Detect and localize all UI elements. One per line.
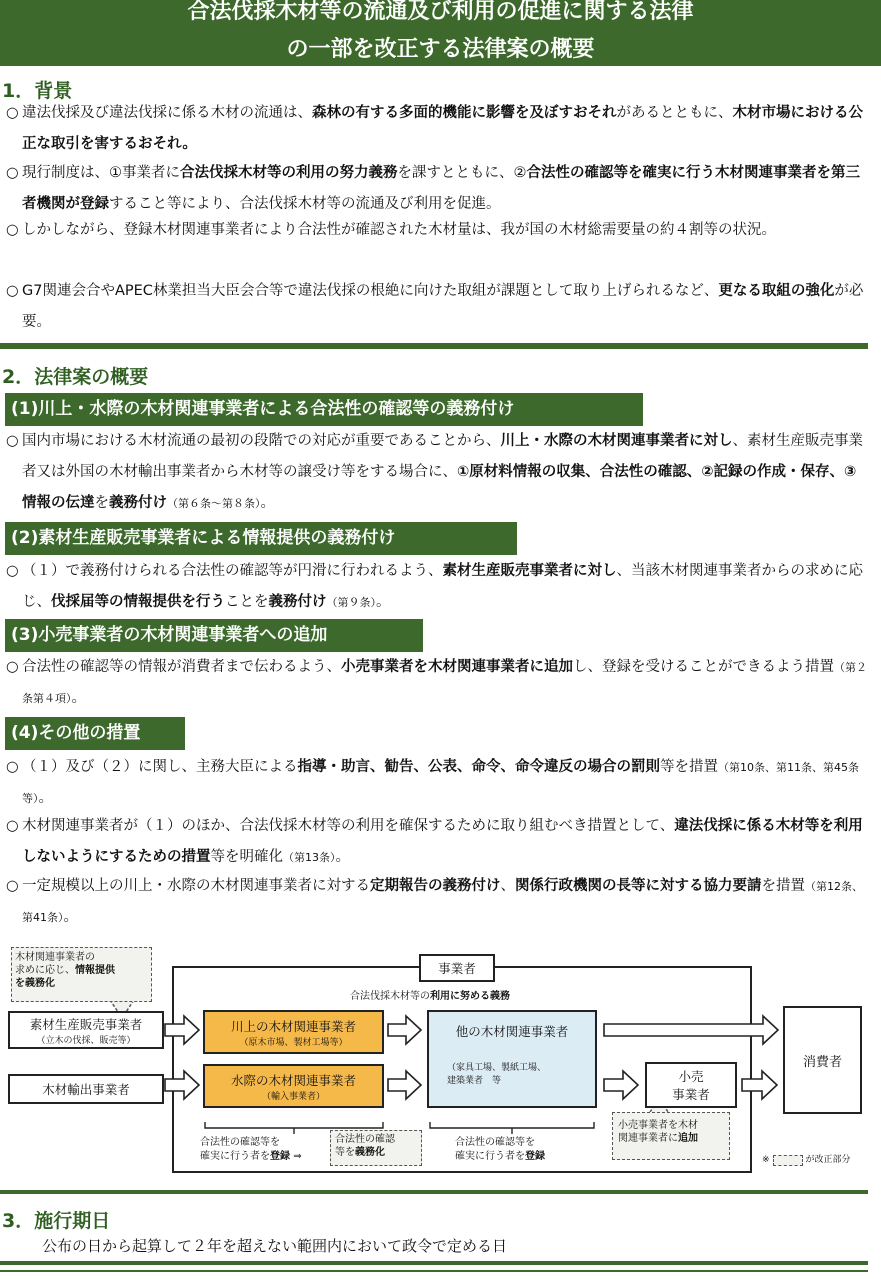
source-producer-title: 素材生産販売事業者 — [29, 1016, 143, 1032]
callout-bold: 義務化 — [355, 1147, 385, 1158]
bold-text: 義務付け — [109, 495, 167, 511]
section-divider — [0, 1261, 868, 1265]
text-segment: 、当該木材関連事業者からの求めに応じ、 — [22, 563, 863, 610]
bold-text: 伐採届等の情報提供を行う — [51, 594, 225, 610]
border-title: 水際の木材関連事業者 — [230, 1072, 356, 1088]
text-segment: 合法性の確認等の情報が消費者まで伝わるよう、 — [22, 659, 341, 675]
bullet-text — [22, 652, 868, 714]
callout-text: 関連事業者に — [618, 1133, 678, 1144]
other-sub-line: 建築業者 等 — [447, 1076, 502, 1086]
bold-text: 更なる取組の強化 — [718, 283, 835, 299]
text-segment: 。 — [335, 849, 350, 865]
note-line: 合法性の確認等を — [455, 1137, 535, 1148]
source-producer-box — [8, 1011, 164, 1049]
bold-text: 小売事業者を木材関連事業者に追加 — [341, 659, 573, 675]
bullet-text — [22, 158, 868, 220]
bullet-text — [22, 871, 868, 933]
effort-duty-label — [350, 990, 510, 1004]
source-producer-sub: （立木の伐採、販売等） — [36, 1035, 136, 1046]
text-segment: があるとともに、 — [616, 105, 733, 121]
text-segment: 等を明確化 — [210, 849, 283, 865]
bullet-text — [22, 98, 868, 160]
text-segment: すること等により、合法伐採木材等の流通及び利用を促進。 — [109, 196, 501, 212]
article-ref: （第６条～第８条） — [167, 497, 261, 510]
bullet-text — [22, 556, 868, 618]
border-sub: （輸入事業者） — [261, 1091, 325, 1102]
note-line: 合法性の確認等を — [200, 1137, 280, 1148]
bold-text: 指導・助言、勧告、公表、命令、命令違反の場合の罰則 — [297, 759, 660, 775]
border-business-box — [203, 1064, 384, 1108]
callout-text: 求めに応じ、 — [15, 965, 75, 976]
bold-text: 素材生産販売事業者に対し — [442, 563, 617, 579]
text-segment: 一定規模以上の川上・水際の木材関連事業者に対する — [22, 878, 370, 894]
text-segment: 現行制度は、①事業者に — [22, 165, 180, 181]
bullet-text — [22, 426, 868, 519]
text-segment: 木材関連事業者が（１）のほか、合法伐採木材等の利用を確保するために取り組むべき措置として、 — [22, 818, 675, 834]
text-segment: 国内市場における木材流通の最初の段階での対応が重要であることから、 — [22, 433, 501, 449]
text-segment: を措置 — [761, 878, 805, 894]
callout-line — [15, 964, 148, 977]
bullet-text — [22, 811, 868, 873]
bullet-text — [22, 215, 868, 246]
retail-line: 事業者 — [672, 1087, 710, 1102]
callout-line — [618, 1132, 724, 1145]
note-bold: 登録 — [525, 1151, 545, 1162]
jigyosha-text: 事業者 — [438, 961, 476, 976]
text-segment: 。 — [260, 495, 275, 511]
upstream-business-box — [203, 1010, 384, 1054]
other-sub-line: （家具工場、製紙工場、 — [447, 1063, 547, 1073]
bold-text: 関係行政機関の長等に対する協力要請 — [515, 878, 762, 894]
bullet-2-4c: ○ 一定規模以上の川上・水際の木材関連事業者に対する定期報告の義務付け、関係行政機関の長等に対する協力要請を措置（第12条、第41条）。 — [6, 871, 868, 933]
text-segment: G7関連会合やAPEC林業担当大臣会合等で違法伐採の根絶に向けた取組が課題として取り上げられるなど、 — [22, 283, 719, 299]
bold-text: ①原材料情報の収集、合法性の確認、②記録の作成・保存、③情報の伝達 — [22, 464, 857, 511]
consumer-text: 消費者 — [802, 1054, 842, 1070]
callout-line: 小売事業者を木材 — [618, 1120, 698, 1131]
callout-line — [335, 1146, 417, 1159]
bold-text: 。 — [182, 136, 197, 152]
legend — [762, 1153, 851, 1167]
section-2-heading: 2．法律案の概要 — [2, 366, 149, 388]
callout-bold: 情報提供 — [75, 965, 115, 976]
other-title: 他の木材関連事業者 — [455, 1024, 569, 1039]
bullet-text — [22, 276, 868, 338]
callout-text: 等を — [335, 1147, 355, 1158]
bullet-1-4: ○ G7関連会合やAPEC林業担当大臣会合等で違法伐採の根絶に向けた取組が課題として取り上げられるなど、更なる取組の強化が必要。 — [6, 276, 868, 338]
consumer-box — [783, 1006, 862, 1114]
text-segment: しかしながら、登録木材関連事業者により合法性が確認された木材量は、我が国の木材総需要量の約４割等の状況。 — [22, 222, 776, 238]
arrow-icon: ⇒ — [293, 1151, 302, 1162]
upstream-sub: （原木市場、製材工場等） — [239, 1037, 348, 1048]
text-segment: 違法伐採及び違法伐採に係る木材の流通は、 — [22, 105, 312, 121]
bullet-1-1: ○ 違法伐採及び違法伐採に係る木材の流通は、森林の有する多面的機能に影響を及ぼすおそれがあるとともに、木材市場における公正な取引を害するおそれ。 — [6, 98, 868, 160]
text-segment: を課すとともに、② — [397, 165, 527, 181]
text-segment: を — [94, 495, 109, 511]
section-divider — [0, 1270, 868, 1272]
effort-bold: 利用に努める義務 — [430, 991, 510, 1002]
section-divider — [0, 343, 868, 349]
text-segment: し、登録を受けることができるよう措置 — [573, 659, 834, 675]
article-ref: （第12条、第41条） — [22, 880, 863, 924]
text-segment: 。 — [376, 594, 391, 610]
sub-heading-3: (3)小売事業者の木材関連事業者への追加 — [5, 619, 423, 652]
other-business-box — [427, 1010, 597, 1108]
sub-heading-1: (1)川上・水際の木材関連事業者による合法性の確認等の義務付け — [5, 393, 643, 426]
jigyosha-label — [419, 954, 495, 982]
legend-swatch — [773, 1155, 803, 1166]
registration-note-left — [200, 1136, 302, 1164]
section-1-heading: 1．背景 — [2, 80, 73, 102]
bullet-text — [22, 752, 868, 814]
note-line — [455, 1150, 545, 1164]
text-segment: 、 — [500, 878, 515, 894]
upstream-title: 川上の木材関連事業者 — [230, 1018, 356, 1034]
callout-retail-added — [612, 1112, 730, 1160]
retail-business-box — [645, 1062, 737, 1108]
callout-line: を義務化 — [15, 978, 55, 989]
registration-note-mid — [455, 1136, 545, 1164]
article-ref: （第２条第４項） — [22, 661, 867, 705]
bold-text: 違法伐採に係る木材等を利用しないようにするための措置 — [22, 818, 863, 865]
callout-info-provision — [11, 947, 152, 1002]
bullet-2-4b: ○ 木材関連事業者が（１）のほか、合法伐採木材等の利用を確保するために取り組むべき措置として、違法伐採に係る木材等を利用しないようにするための措置等を明確化（第13条）。 — [6, 811, 868, 873]
bullet-2-3: ○ 合法性の確認等の情報が消費者まで伝わるよう、小売事業者を木材関連事業者に追加し、登録を受けることができるよう措置（第２条第４項）。 — [6, 652, 868, 714]
bullet-2-1: ○ 国内市場における木材流通の最初の段階での対応が重要であることから、川上・水際の木材関連事業者に対し、素材生産販売事業者又は外国の木材輸出事業者から木材等の譲受け等をする場合に、①原材料情報の収集、合法性の確認、②記録の作成・保存、③情報の伝達を義務付け（第６条～第８条）。 — [6, 426, 868, 519]
sub-heading-4: (4)その他の措置 — [5, 717, 185, 750]
text-segment: 等を措置 — [660, 759, 718, 775]
text-segment: （１）で義務付けられる合法性の確認等が円滑に行われるよう、 — [22, 563, 443, 579]
retail-line: 小売 — [678, 1069, 704, 1084]
bold-text: 義務付け — [268, 594, 327, 610]
text-segment: 。 — [38, 790, 53, 806]
text-segment: が必要。 — [22, 283, 864, 330]
bold-text: 定期報告の義務付け — [370, 878, 501, 894]
bold-text: 木材市場における公正な取引を害するおそれ — [22, 105, 863, 152]
text-segment: ことを — [225, 594, 269, 610]
effective-date-text: 公布の日から起算して２年を超えない範囲内において政令で定める日 — [42, 1237, 508, 1255]
note-line — [200, 1150, 302, 1164]
source-exporter-title: 木材輸出事業者 — [42, 1082, 130, 1097]
bullet-1-3: ○ しかしながら、登録木材関連事業者により合法性が確認された木材量は、我が国の木材総需要量の約４割等の状況。 — [6, 215, 868, 277]
callout-bold: 追加 — [678, 1133, 698, 1144]
text-segment: 。 — [63, 909, 78, 925]
bullet-2-2: ○ （１）で義務付けられる合法性の確認等が円滑に行われるよう、素材生産販売事業者に対し、当該木材関連事業者からの求めに応じ、伐採届等の情報提供を行うことを義務付け（第９条）。 — [6, 556, 868, 618]
callout-legality-duty — [330, 1130, 422, 1166]
article-ref: （第10条、第11条、第45条等） — [22, 761, 859, 805]
bold-text: 合法伐採木材等の利用の努力義務 — [180, 165, 398, 181]
note-bold: 登録 — [270, 1151, 290, 1162]
flow-diagram — [0, 940, 881, 1180]
section-3-heading: 3．施行期日 — [2, 1210, 111, 1232]
legend-mark: ※ — [762, 1155, 770, 1165]
bold-text: 川上・水際の木材関連事業者に対し — [500, 433, 733, 449]
bullet-2-4a: ○ （１）及び（２）に関し、主務大臣による指導・助言、勧告、公表、命令、命令違反の場合の罰則等を措置（第10条、第11条、第45条等）。 — [6, 752, 868, 814]
article-ref: （第13条） — [283, 851, 336, 864]
effort-text: 合法伐採木材等の — [350, 991, 430, 1002]
bold-text: 森林の有する多面的機能に影響を及ぼすおそれ — [312, 105, 617, 121]
article-ref: （第９条） — [326, 596, 376, 609]
legend-text: が改正部分 — [805, 1155, 851, 1165]
bold-text: 合法性の確認等を確実に行う木材関連事業者を第三者機関が登録 — [22, 165, 860, 212]
text-segment: 、素材生産販売事業者又は外国の木材輸出事業者から木材等の譲受け等をする場合に、 — [22, 433, 863, 480]
callout-line: 合法性の確認 — [335, 1134, 395, 1145]
text-segment: （１）及び（２）に関し、主務大臣による — [22, 759, 298, 775]
title-line-2: の一部を改正する法律案の概要 — [286, 37, 595, 62]
text-segment: 。 — [71, 690, 86, 706]
callout-line: 木材関連事業者の — [15, 952, 95, 963]
title-banner — [0, 0, 881, 66]
title-line-1: 合法伐採木材等の流通及び利用の促進に関する法律 — [187, 0, 694, 24]
source-exporter-box — [8, 1074, 164, 1104]
note-text: 確実に行う者を — [200, 1151, 270, 1162]
section-divider — [0, 1190, 868, 1194]
other-sub — [447, 1062, 546, 1088]
sub-heading-2: (2)素材生産販売事業者による情報提供の義務付け — [5, 522, 517, 555]
bullet-1-2: ○ 現行制度は、①事業者に合法伐採木材等の利用の努力義務を課すとともに、②合法性の確認等を確実に行う木材関連事業者を第三者機関が登録すること等により、合法伐採木材等の流通及び利用を促進。 — [6, 158, 868, 220]
note-text: 確実に行う者を — [455, 1151, 525, 1162]
